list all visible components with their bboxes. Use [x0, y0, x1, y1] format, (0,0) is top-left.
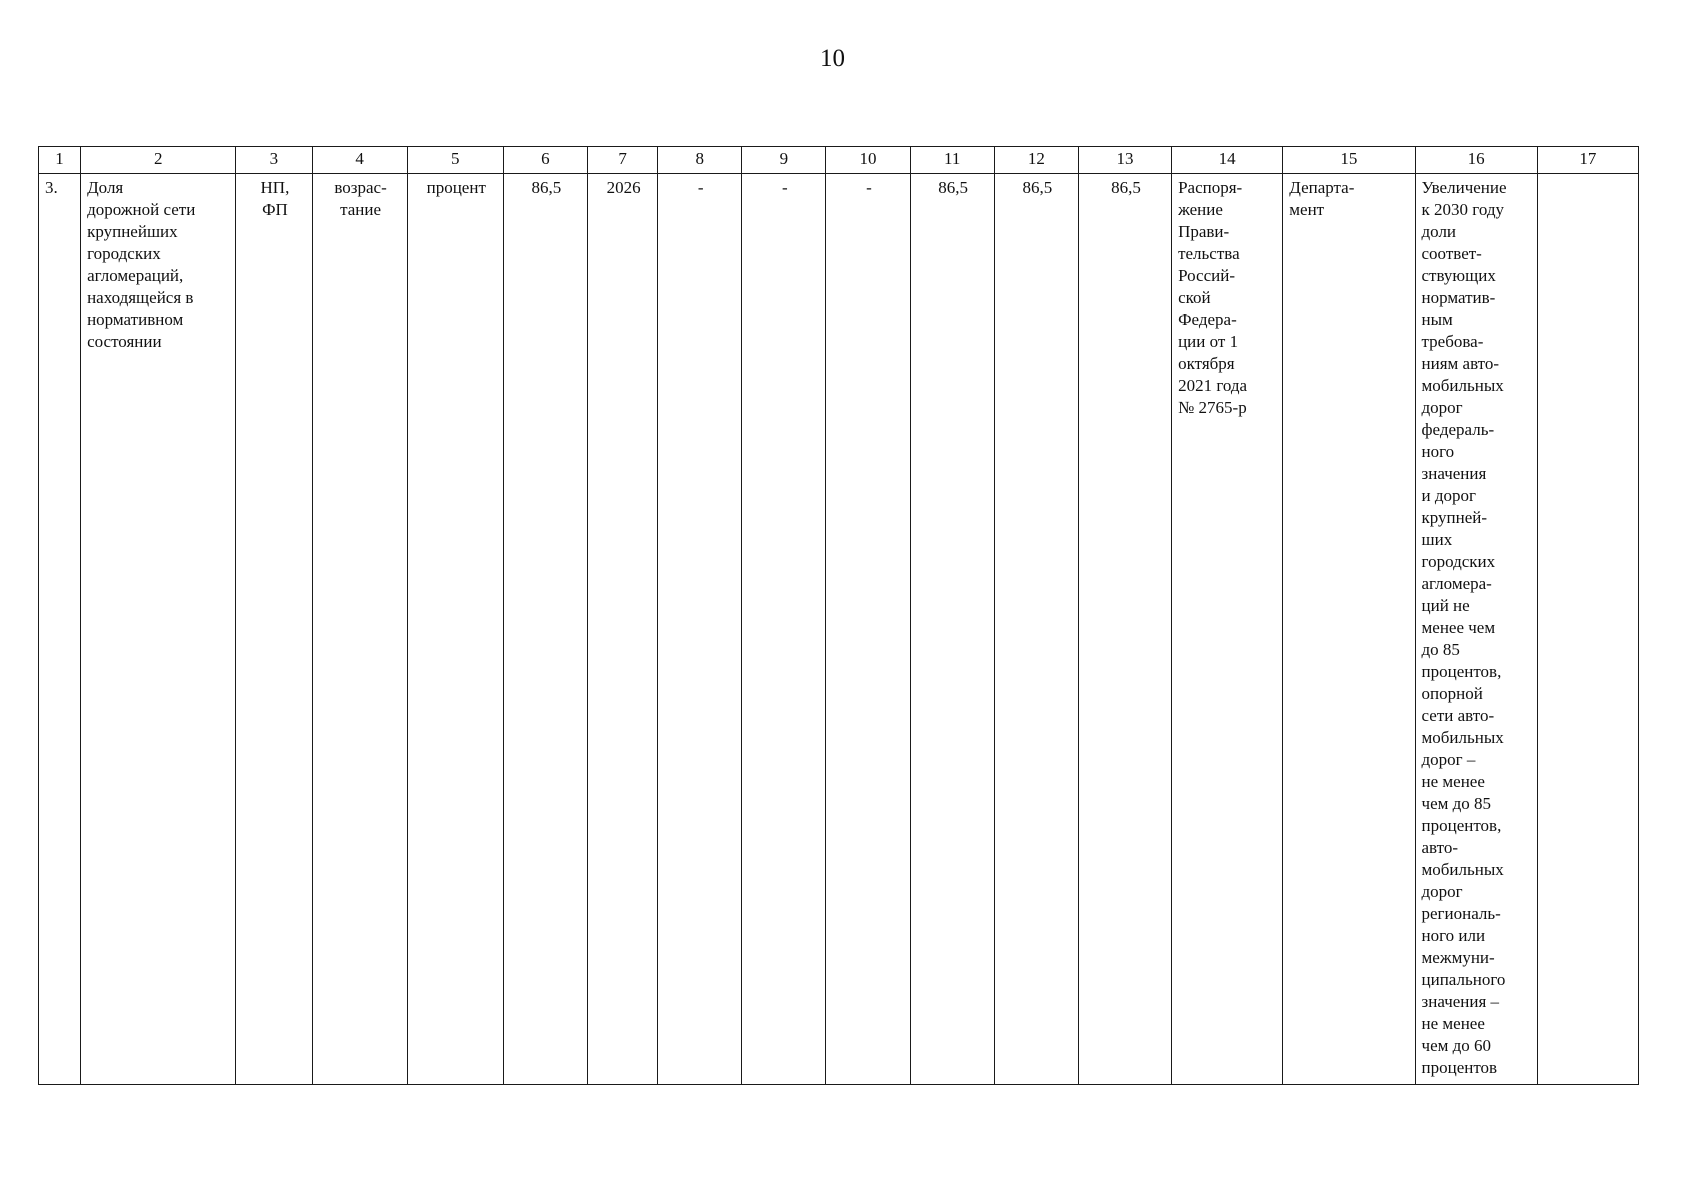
header-cell-6: 6: [503, 147, 587, 174]
unit-cell: [407, 174, 503, 1085]
document-cell: [1172, 174, 1283, 1085]
value-10: -: [866, 178, 872, 197]
responsible-body: Департа- мент: [1289, 178, 1355, 219]
value-11: 86,5: [938, 178, 969, 197]
value-9: -: [782, 178, 788, 197]
value-cell-13: [1078, 174, 1171, 1085]
value-cell-11: [910, 174, 994, 1085]
row-number: 3.: [45, 178, 58, 197]
header-cell-10: 10: [826, 147, 910, 174]
value-13: 86,5: [1111, 178, 1141, 197]
indicator-name-cell: [81, 174, 236, 1085]
indicator-level: НП, ФП: [260, 178, 290, 219]
level-cell: [236, 174, 312, 1085]
responsible-cell: [1283, 174, 1415, 1085]
table-row: [39, 174, 1639, 1085]
regulatory-document: Распоря- жение Прави- тельства Россий- ской Федера- ции от 1 октября 2021 года № 2765-р: [1178, 178, 1248, 417]
unit-of-measure: процент: [426, 178, 486, 197]
header-cell-17: 17: [1537, 147, 1638, 174]
header-cell-1: 1: [39, 147, 81, 174]
header-cell-16: 16: [1415, 147, 1537, 174]
link-cell: [1415, 174, 1537, 1085]
value-cell-12: [994, 174, 1078, 1085]
header-cell-12: 12: [994, 147, 1078, 174]
header-cell-7: 7: [588, 147, 658, 174]
header-cell-3: 3: [236, 147, 312, 174]
indicators-table: [38, 146, 1639, 1085]
header-cell-2: 2: [81, 147, 236, 174]
value-cell-9: [742, 174, 826, 1085]
row-number-cell: [39, 174, 81, 1085]
header-cell-15: 15: [1283, 147, 1415, 174]
header-cell-5: 5: [407, 147, 503, 174]
header-cell-13: 13: [1078, 147, 1171, 174]
link-to-goal: Увеличение к 2030 году доли соответ- ствующих норматив- ным требова- ниям авто- мобильных дорог федераль- ного значения и дорог крупней- ших городских агломера- ций не менее чем до 85 процентов, опорной сети авто- мобильных дорог – не менее чем до 85 процентов, авто- мобильных дорог региональ- ного или межмуни- ципального значения – не менее чем до 60 процентов: [1421, 178, 1507, 1077]
header-cell-11: 11: [910, 147, 994, 174]
trend-cell: [312, 174, 407, 1085]
value-cell-17: [1537, 174, 1638, 1085]
base-year-cell: [588, 174, 658, 1085]
value-8: -: [697, 178, 704, 197]
header-cell-14: 14: [1172, 147, 1283, 174]
base-value: 86,5: [531, 178, 562, 197]
base-value-cell: [503, 174, 587, 1085]
header-cell-9: 9: [742, 147, 826, 174]
base-year: 2026: [606, 178, 641, 197]
value-cell-8: [658, 174, 742, 1085]
header-cell-8: 8: [658, 147, 742, 174]
value-cell-10: [826, 174, 910, 1085]
page-number: 10: [820, 45, 845, 72]
table-header-row: [39, 147, 1639, 174]
indicator-name: Доля дорожной сети крупнейших городских агломераций, находящейся в нормативном состоянии: [87, 178, 196, 351]
value-12: 86,5: [1022, 178, 1053, 197]
header-cell-4: 4: [312, 147, 407, 174]
indicator-trend: возрас- тание: [334, 178, 387, 219]
